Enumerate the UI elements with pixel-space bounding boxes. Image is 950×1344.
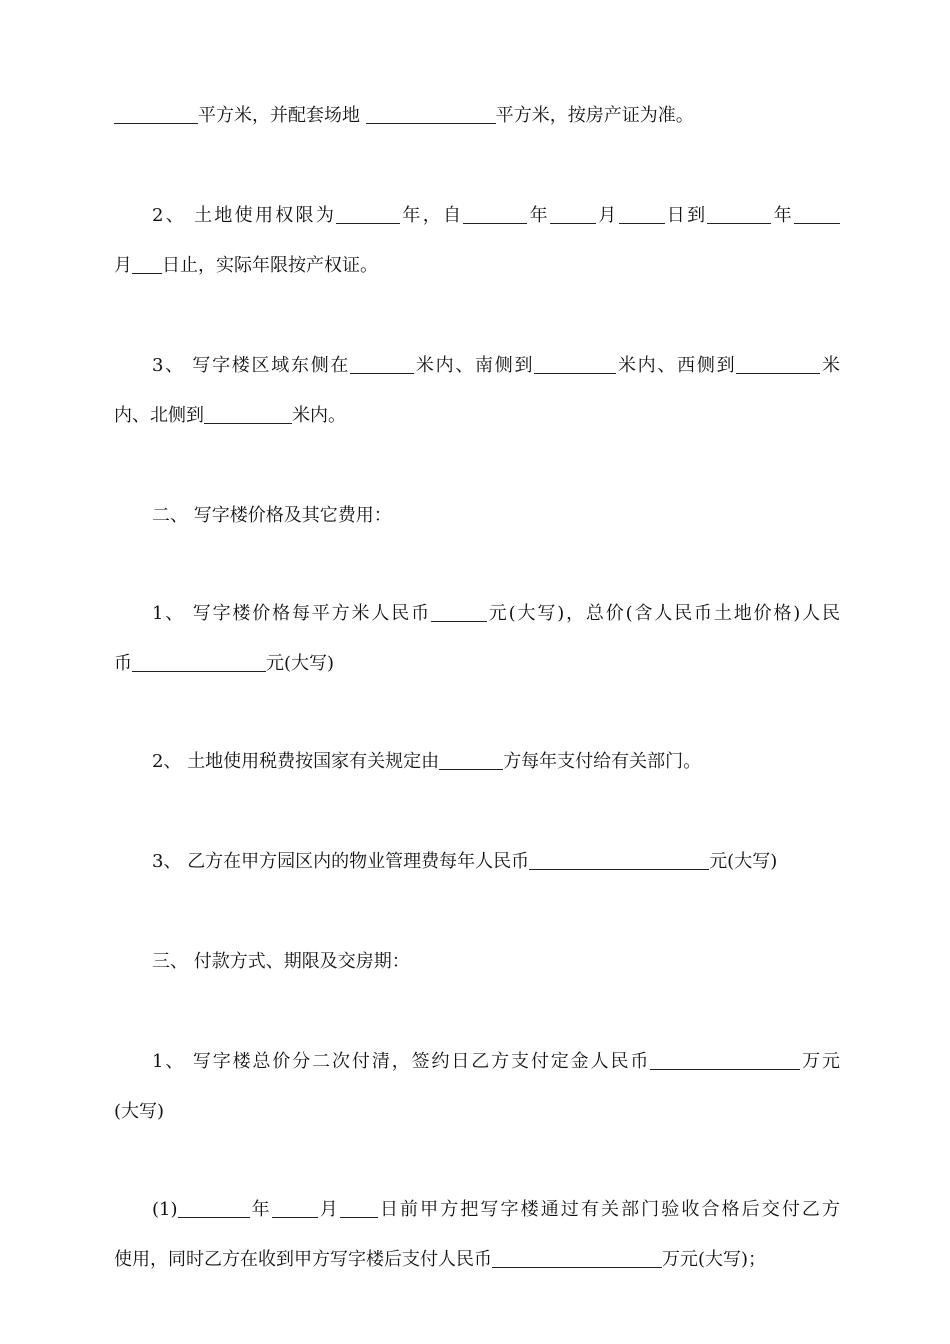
blank-field[interactable] xyxy=(439,751,503,770)
text: 米内。 xyxy=(292,405,346,426)
section-2-heading xyxy=(114,504,840,528)
delivery-line-2 xyxy=(114,1248,840,1272)
land-tax-line xyxy=(114,750,840,774)
area-line xyxy=(114,104,840,128)
blank-field[interactable] xyxy=(736,355,820,374)
text: 米内、西侧到 xyxy=(616,355,737,376)
text: 币 xyxy=(114,653,132,674)
blank-field[interactable] xyxy=(492,1249,662,1268)
payment-line-2 xyxy=(114,1100,840,1124)
text: 年，自 xyxy=(400,205,464,226)
item-number: 2、 xyxy=(152,205,195,226)
text: 写字楼总价分二次付清，签约日乙方支付定金人民币 xyxy=(192,1051,651,1072)
blank-field[interactable] xyxy=(650,1051,800,1070)
text: 方每年支付给有关部门。 xyxy=(503,751,702,772)
text: 年 xyxy=(771,205,794,226)
text: 万元 xyxy=(800,1051,841,1072)
blank-field[interactable] xyxy=(794,205,840,224)
text: 万元(大写)； xyxy=(662,1249,767,1270)
blank-field[interactable] xyxy=(114,105,198,124)
blank-field[interactable] xyxy=(619,205,665,224)
blank-field[interactable] xyxy=(350,355,414,374)
blank-field[interactable] xyxy=(336,205,400,224)
text: 年 xyxy=(527,205,550,226)
section-title: 三、 付款方式、期限及交房期： xyxy=(152,951,410,972)
text: 写字楼区域东侧在 xyxy=(192,355,351,376)
property-fee-line xyxy=(114,850,840,874)
item-number: 3、 xyxy=(152,355,193,376)
blank-field[interactable] xyxy=(534,355,616,374)
blank-field[interactable] xyxy=(463,205,527,224)
text: 土地使用税费按国家有关规定由 xyxy=(187,751,440,772)
text: 日前甲方把写字楼通过有关部门验收合格后交付乙方 xyxy=(377,1199,841,1220)
blank-field[interactable] xyxy=(132,653,266,672)
text: 土地使用权限为 xyxy=(194,205,337,226)
text: 使用，同时乙方在收到甲方写字楼后支付人民币 xyxy=(114,1249,492,1270)
text: 元(大写) xyxy=(709,851,778,872)
blank-field[interactable] xyxy=(431,603,487,622)
text: 月 xyxy=(595,205,619,226)
text: 米 xyxy=(820,355,841,376)
blank-field[interactable] xyxy=(204,405,292,424)
boundary-line-2 xyxy=(114,404,840,428)
section-title: 二、 写字楼价格及其它费用： xyxy=(152,505,392,526)
text: 写字楼价格每平方米人民币 xyxy=(192,603,431,624)
text: 元(大写) xyxy=(266,653,335,674)
text: 日止，实际年限按产权证。 xyxy=(162,255,378,276)
text: 内、北侧到 xyxy=(114,405,204,426)
blank-field[interactable] xyxy=(272,1199,318,1218)
text: 月 xyxy=(114,255,132,276)
item-number: 1、 xyxy=(152,603,193,624)
blank-field[interactable] xyxy=(707,205,771,224)
blank-field[interactable] xyxy=(340,1199,378,1218)
blank-field[interactable] xyxy=(132,255,162,274)
item-number: 3、 xyxy=(152,851,188,872)
text: 元(大写)，总价(含人民币土地价格)人民 xyxy=(486,603,841,624)
blank-field[interactable] xyxy=(366,105,496,124)
land-term-line-1 xyxy=(114,204,840,228)
land-term-line-2 xyxy=(114,254,840,278)
text: 乙方在甲方园区内的物业管理费每年人民币 xyxy=(187,851,530,872)
text: 平方米，并配套场地 xyxy=(198,105,366,126)
price-line-2 xyxy=(114,652,840,676)
text: 年 xyxy=(249,1199,272,1220)
text: 米内、南侧到 xyxy=(414,355,535,376)
item-number: (1) xyxy=(152,1199,178,1220)
text: 日到 xyxy=(664,205,708,226)
boundary-line-1 xyxy=(114,354,840,378)
payment-line-1 xyxy=(114,1050,840,1074)
price-line-1 xyxy=(114,602,840,626)
text: 平方米，按房产证为准。 xyxy=(495,105,694,126)
blank-field[interactable] xyxy=(178,1199,250,1218)
blank-field[interactable] xyxy=(529,851,709,870)
text: (大写) xyxy=(114,1101,165,1122)
item-number: 2、 xyxy=(152,751,188,772)
text: 月 xyxy=(317,1199,340,1220)
blank-field[interactable] xyxy=(550,205,596,224)
delivery-line-1 xyxy=(114,1198,840,1222)
section-3-heading xyxy=(114,950,840,974)
item-number: 1、 xyxy=(152,1051,193,1072)
